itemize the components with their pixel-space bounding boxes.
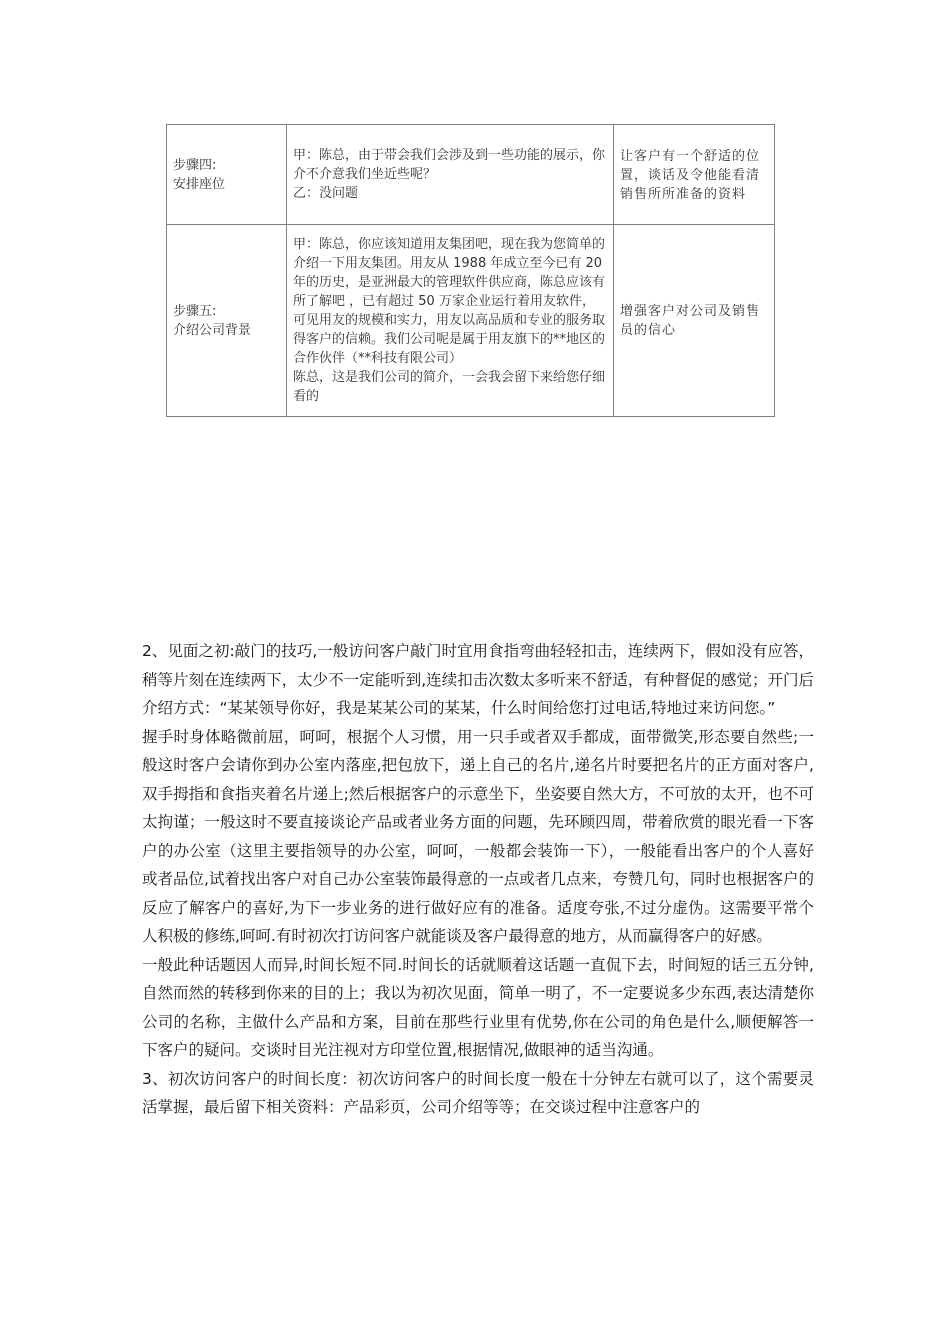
table-row-step-four: [167, 125, 775, 225]
dialog-line: 陈总，这是我们公司的简介，一会我会留下来给您仔细看的: [293, 370, 606, 404]
dialog-cell: [287, 225, 614, 417]
body-text: [142, 637, 814, 1122]
step-label: 步骤五:: [173, 303, 217, 319]
paragraph-topic: 一般此种话题因人而异,时间长短不同.时间长的话就顺着这话题一直侃下去，时间短的话三五分钟,自然而然的转移到你来的目的上；我以为初次见面，简单一明了，不一定要说多少东西,表达清楚你公司的名称，主做什么产品和方案，目前在那些行业里有优势,你在公司的角色是什么,顺便解答一下客户的疑问。交谈时目光注视对方印堂位置,根据情况,做眼神的适当沟通。: [142, 955, 814, 1059]
paragraph-handshake: 握手时身体略微前屈，呵呵，根据个人习惯，用一只手或者双手都成，面带微笑,形态要自然些;一般这时客户会请你到办公室内落座,把包放下，递上自己的名片,递名片时要把名片的正方面对客户,双手拇指和食指夹着名片递上;然后根据客户的示意坐下，坐姿要自然大方，不可放的太开，也不可太拘谨；一般这时不要直接谈论产品或者业务方面的问题，先环顾四周，带着欣赏的眼光看一下客户的办公室（这里主要指领导的办公室，呵呵，一般都会装饰一下），一般能看出客户的个人喜好或者品位,试着找出客户对自己办公室装饰最得意的一点或者几点来，夸赞几句，同时也根据客户的反应了解客户的喜好,为下一步业务的进行做好应有的准备。适度夸张,不过分虚伪。这需要平常个人积极的修练,呵呵.有时初次打访问客户就能谈及客户最得意的地方，从而赢得客户的好感。: [142, 727, 814, 945]
dialog-line: 甲：陈总，由于带会我们会涉及到一些功能的展示，你介不介意我们坐近些呢？: [293, 148, 606, 182]
table-row-step-five: [167, 225, 775, 417]
step-label: 步骤四:: [173, 157, 217, 173]
step-cell: [167, 125, 287, 225]
sales-steps-table: [166, 124, 775, 417]
purpose-cell: 增强客户对公司及销售员的信心: [614, 225, 775, 417]
paragraph-visit-duration: 3、初次访问客户的时间长度：初次访问客户的时间长度一般在十分钟左右就可以了，这个需要灵活掌握，最后留下相关资料：产品彩页，公司介绍等等；在交谈过程中注意客户的: [142, 1069, 814, 1116]
step-cell: [167, 225, 287, 417]
dialog-cell: [287, 125, 614, 225]
paragraph-first-meeting: 2、见面之初:敲门的技巧,一般访问客户敲门时宜用食指弯曲轻轻扣击，连续两下，假如没有应答，稍等片刻在连续两下，太少不一定能听到,连续扣击次数太多听来不舒适，有种督促的感觉；开门后介绍方式：“某某领导你好，我是某某公司的某某，什么时间给您打过电话,特地过来访问您。”: [142, 642, 814, 717]
dialog-line: 甲：陈总，你应该知道用友集团吧，现在我为您简单的介绍一下用友集团。用友从 1988 年成立至今已有 20 年的历史，是亚洲最大的管理软件供应商，陈总应该有所了解吧 ，已有超过 50 万家企业运行着用友软件，可见用友的规模和实力，用友以高品质和专业的服务取得客户的信赖。我们公司呢是属于用友旗下的**地区的合作伙伴（**科技有限公司）: [293, 237, 606, 366]
dialog-line: 乙：没问题: [293, 186, 359, 201]
purpose-cell: 让客户有一个舒适的位置，谈话及令他能看清销售所所准备的资料: [614, 125, 775, 225]
step-title: 安排座位: [173, 176, 226, 192]
step-title: 介绍公司背景: [173, 322, 252, 338]
